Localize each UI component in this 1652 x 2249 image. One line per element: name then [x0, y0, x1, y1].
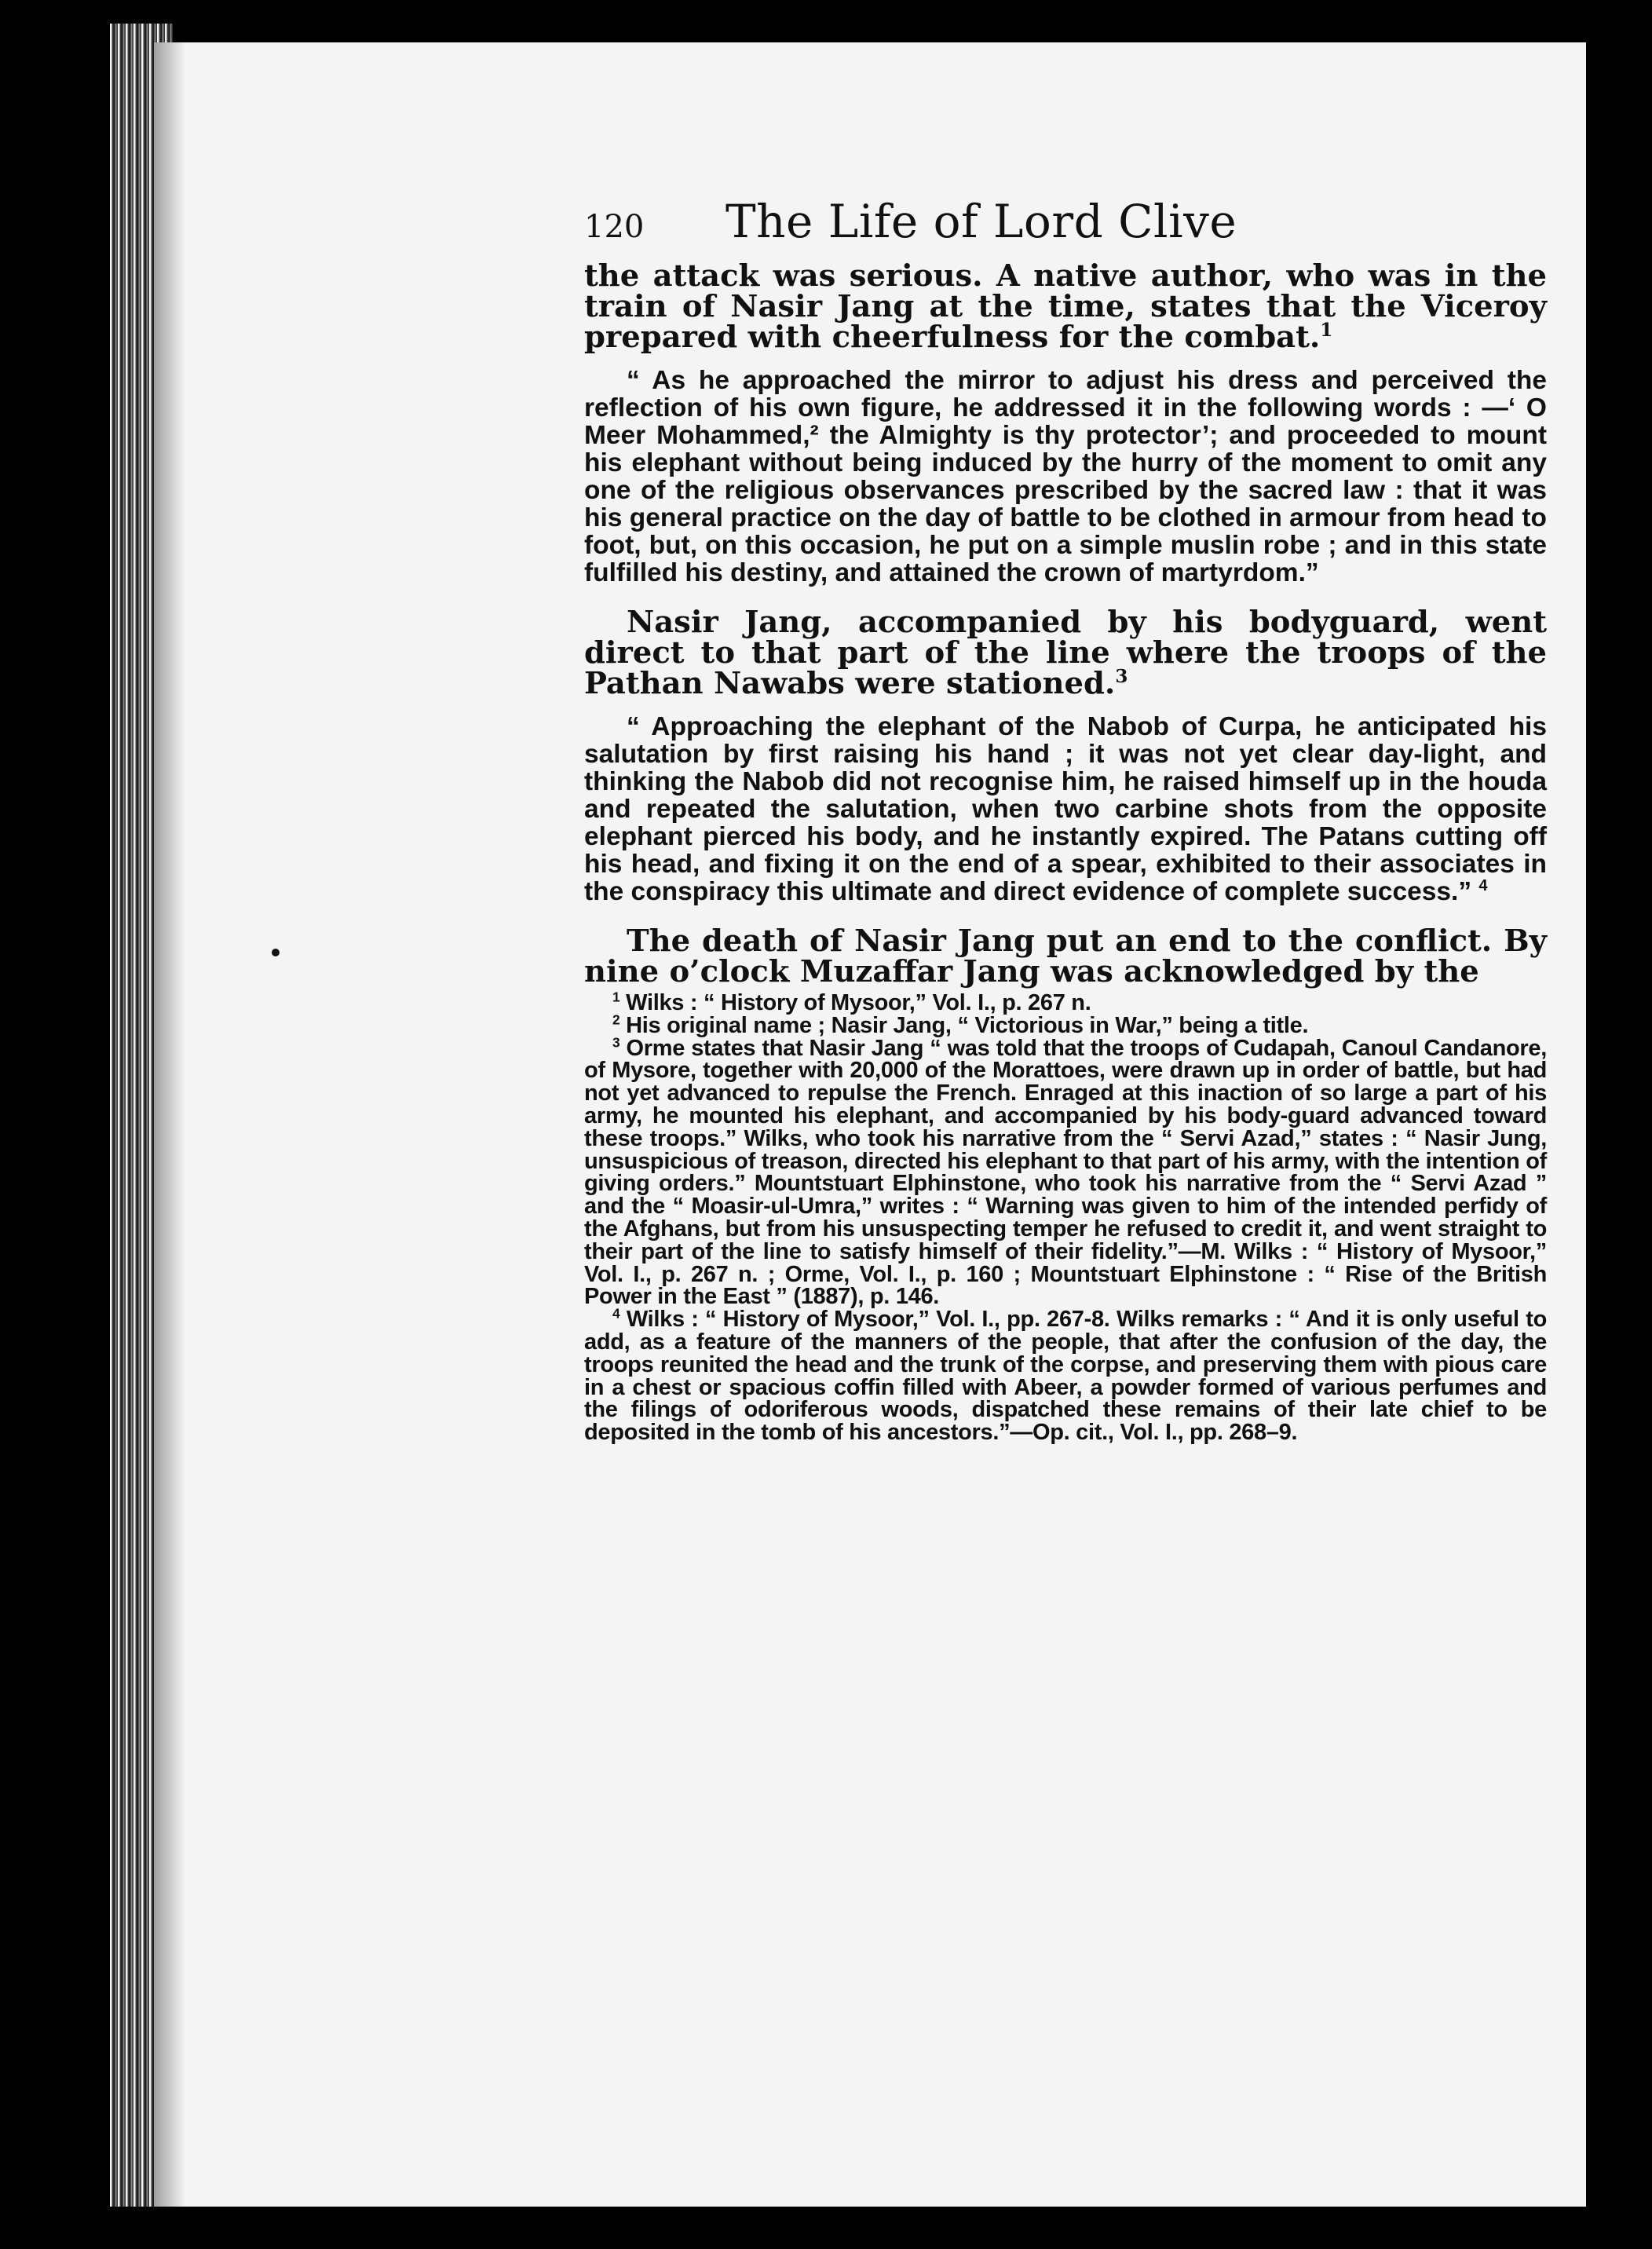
- ink-speck: [272, 949, 280, 956]
- footnotes: [584, 989, 1547, 1446]
- footnote: [584, 989, 1547, 1015]
- footnote-marker: 3: [612, 1033, 620, 1050]
- body-paragraph-text: Nasir Jang, accompanied by his bodyguard, went direct to that part of the line where the troops of the Pathan Nawabs were stationed.: [584, 605, 1547, 701]
- footnote-text: Wilks : “ History of Mysoor,” Vol. I., p. 267 n.: [626, 990, 1091, 1015]
- gutter-shadow: [154, 42, 185, 2207]
- footnote: [584, 1033, 1547, 1310]
- footnote-ref: 3: [1115, 666, 1128, 688]
- footnote-ref: 1: [1320, 320, 1333, 342]
- footnote: [584, 1011, 1547, 1038]
- running-head: [584, 195, 1547, 261]
- text-column: [584, 195, 1547, 1444]
- running-title: The Life of Lord Clive: [725, 195, 1237, 248]
- block-quote-text: “ Approaching the elephant of the Nabob of Curpa, he anticipated his salutation by first raising his hand ; it was not yet clear day-light, and thinking the Nabob did not recognise him, he raised himself up in the houda and repeated the salutation, when two carbine shots from the opposite elephant pierced his body, and he instantly expired. The Patans cutting off his head, and fixing it on the end of a spear, exhibited to their associates in the conspiracy this ultimate and direct evidence of complete success.”: [584, 712, 1547, 906]
- footnote-text: His original name ; Nasir Jang, “ Victorious in War,” being a title.: [626, 1012, 1309, 1038]
- footnote-marker: 2: [612, 1011, 620, 1028]
- footnote-marker: 1: [612, 989, 620, 1005]
- body-paragraph: The death of Nasir Jang put an end to the conflict. By nine o’clock Muzaffar Jang was acknowledged by the: [584, 923, 1547, 989]
- body-paragraph: [584, 607, 1547, 699]
- block-quote: “ As he approached the mirror to adjust his dress and perceived the reflection of his own figure, he addressed it in the following words : —‘ O Meer Mohammed,² the Almighty is thy protector’; and proceeded to mount his elephant without being induced by the hurry of the moment to omit any one of the religious observances prescribed by the sacred law : that it was his general practice on the day of battle to be clothed in armour from head to foot, but, on this occasion, he put on a simple muslin robe ; and in this state fulfilled his destiny, and attained the crown of martyrdom.”: [584, 366, 1547, 587]
- footnote-text: Wilks : “ History of Mysoor,” Vol. I., pp. 267-8. Wilks remarks : “ And it is only useful to add, as a feature of the manners of the people, that after the confusion of the day, the troops reunited the head and the trunk of the corpse, and preserving them with pious care in a chest or spacious coffin filled with Abeer, a powder formed of various perfumes and the filings of odoriferous woods, dispatched these remains of their late chief to be deposited in the tomb of his ancestors.”—Op. cit., Vol. I., pp. 268–9.: [584, 1307, 1547, 1446]
- footnote-marker: 4: [612, 1305, 620, 1322]
- block-quote: [584, 713, 1547, 905]
- footnote-ref: 4: [1478, 876, 1488, 894]
- footnote-text: Orme states that Nasir Jang “ was told that the troops of Cudapah, Canoul Candanore, of Mysore, together with 20,000 of the Morattoes, were drawn up in order of battle, but had not yet advanced to repulse the French. Enraged at this inaction of so large a part of his army, he mounted his elephant, and accompanied by his body-guard advanced toward these troops.” Wilks, who took his narrative from the “ Servi Azad,” states : “ Nasir Jung, unsuspicious of treason, directed his elephant to that part of his army, with the intention of giving orders.” Mountstuart Elphinstone, who took his narrative from the “ Servi Azad ” and the “ Moasir-ul-Umra,” writes : “ Warning was given to him of the intended perfidy of the Afghans, but from his unsuspecting temper he refused to credit it, and went straight to their part of the line to satisfy himself of their fidelity.”—M. Wilks : “ History of Mysoor,” Vol. I., p. 267 n. ; Orme, Vol. I., p. 160 ; Mountstuart Elphinstone : “ Rise of the British Power in the East ” (1887), p. 146.: [584, 1035, 1547, 1310]
- body-paragraph-text: the attack was serious. A native author, who was in the train of Nasir Jang at the time, states that the Viceroy prepared with cheerfulness for the combat.: [584, 258, 1547, 355]
- page-number: 120: [584, 209, 645, 245]
- footnote: [584, 1305, 1547, 1446]
- body-paragraph: [584, 258, 1547, 355]
